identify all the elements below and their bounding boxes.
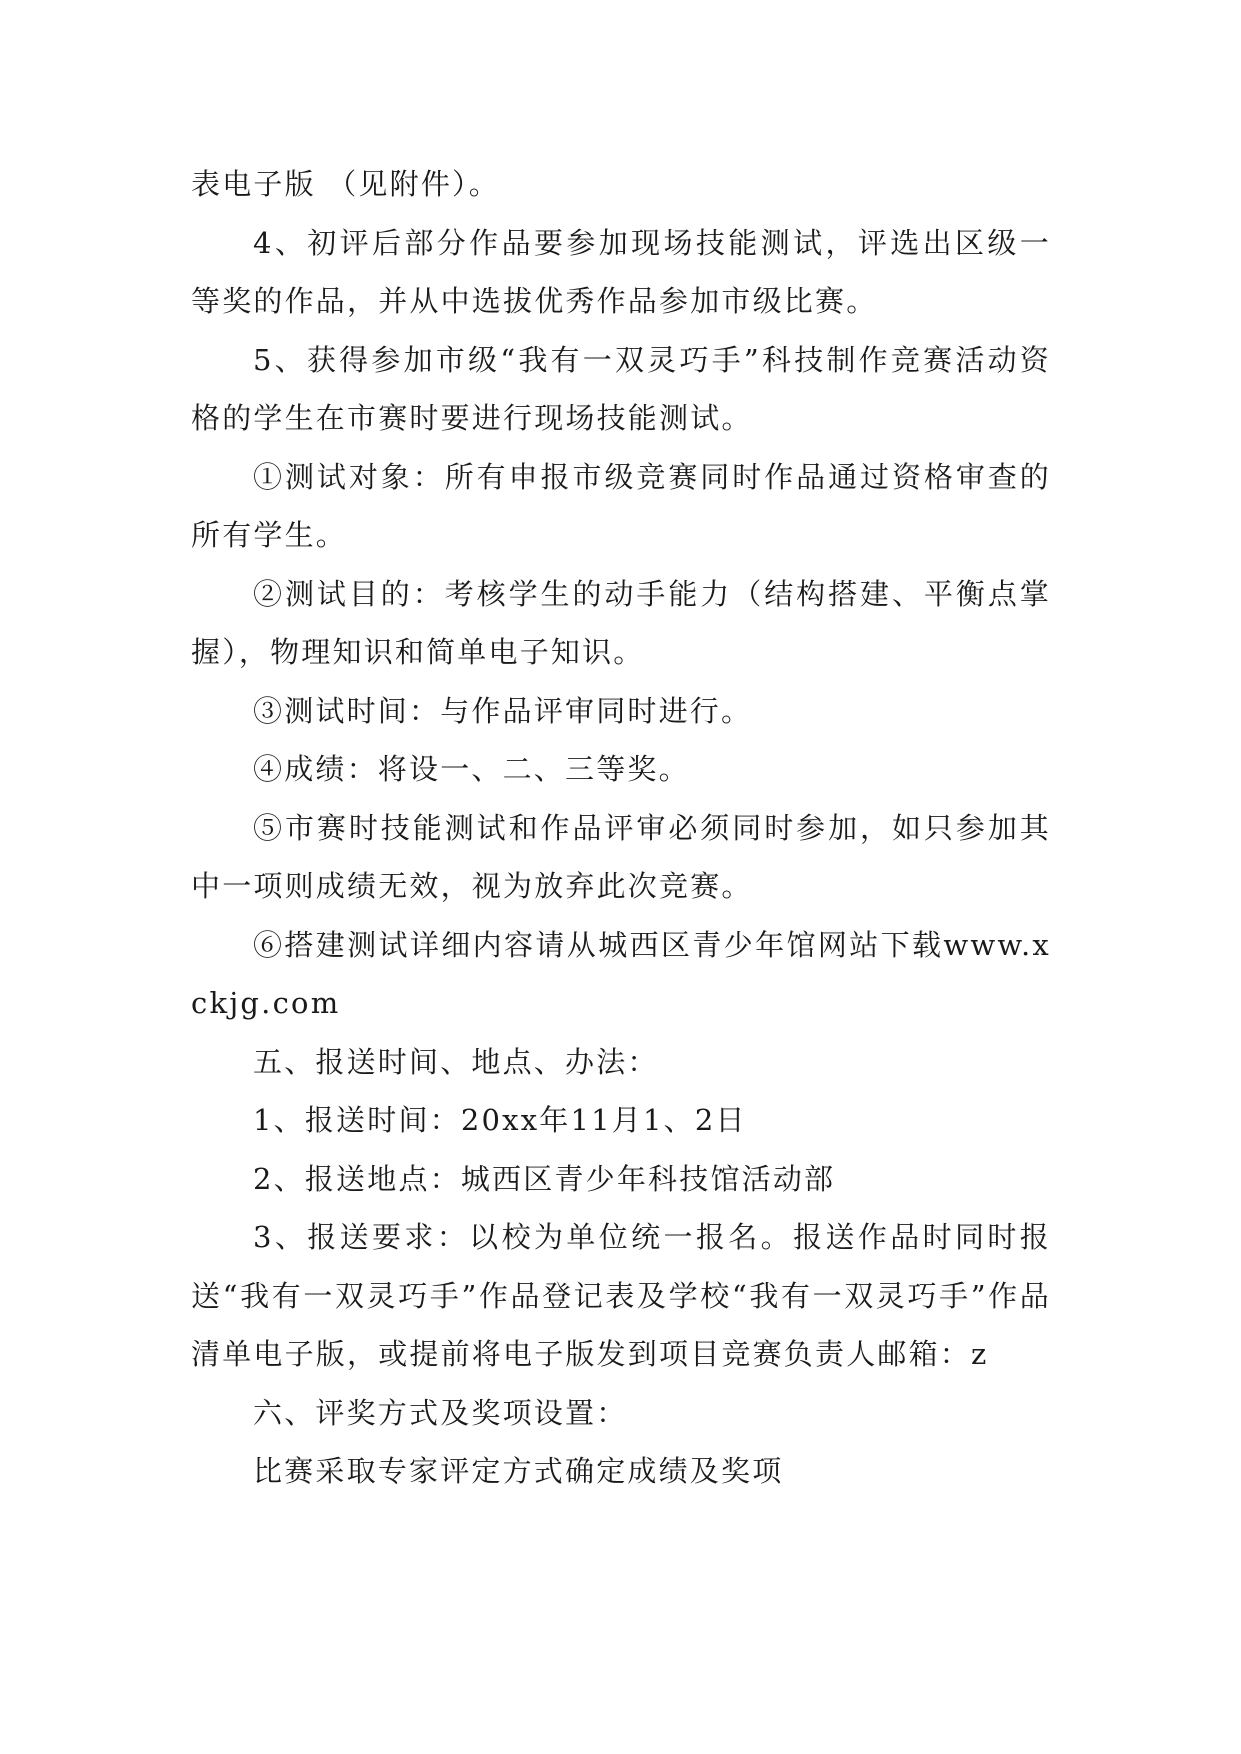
paragraph-awards-method: 比赛采取专家评定方式确定成绩及奖项 [253,1454,784,1488]
paragraph-submission-time: 1、报送时间：20xx年11月1、2日 [253,1103,747,1137]
paragraph-test-purpose: ②测试目的：考核学生的动手能力（结构搭建、平衡点掌握），物理知识和简单电子知识。 [191,576,1051,669]
paragraph-test-subject: ①测试对象：所有申报市级竞赛同时作品通过资格审查的所有学生。 [191,459,1051,552]
paragraph-test-rule: ⑤市赛时技能测试和作品评审必须同时参加，如只参加其中一项则成绩无效，视为放弃此次竞赛。 [191,810,1051,903]
paragraph-test-download: ⑥搭建测试详细内容请从城西区青少年馆网站下载www.xckjg.com [191,927,1051,1020]
paragraph-test-score: ④成绩：将设一、二、三等奖。 [253,752,690,786]
paragraph-submission-place: 2、报送地点：城西区青少年科技馆活动部 [253,1161,836,1196]
paragraph-submission-requirements: 3、报送要求：以校为单位统一报名。报送作品时同时报送“我有一双灵巧手”作品登记表及学校“我有一双灵巧手”作品清单电子版，或提前将电子版发到项目竞赛负责人邮箱：z [191,1220,1051,1371]
section-heading-submission: 五、报送时间、地点、办法： [253,1044,659,1079]
paragraph-item-5: 5、获得参加市级“我有一双灵巧手”科技制作竞赛活动资格的学生在市赛时要进行现场技能测试。 [191,342,1051,435]
paragraph-continuation: 表电子版 （见附件）。 [191,167,500,201]
paragraph-item-4: 4、初评后部分作品要参加现场技能测试，评选出区级一等奖的作品，并从中选拔优秀作品参加市级比赛。 [191,225,1051,318]
document-body [191,155,1051,1501]
section-heading-awards: 六、评奖方式及奖项设置： [253,1395,628,1430]
paragraph-test-time: ③测试时间：与作品评审同时进行。 [253,693,753,728]
